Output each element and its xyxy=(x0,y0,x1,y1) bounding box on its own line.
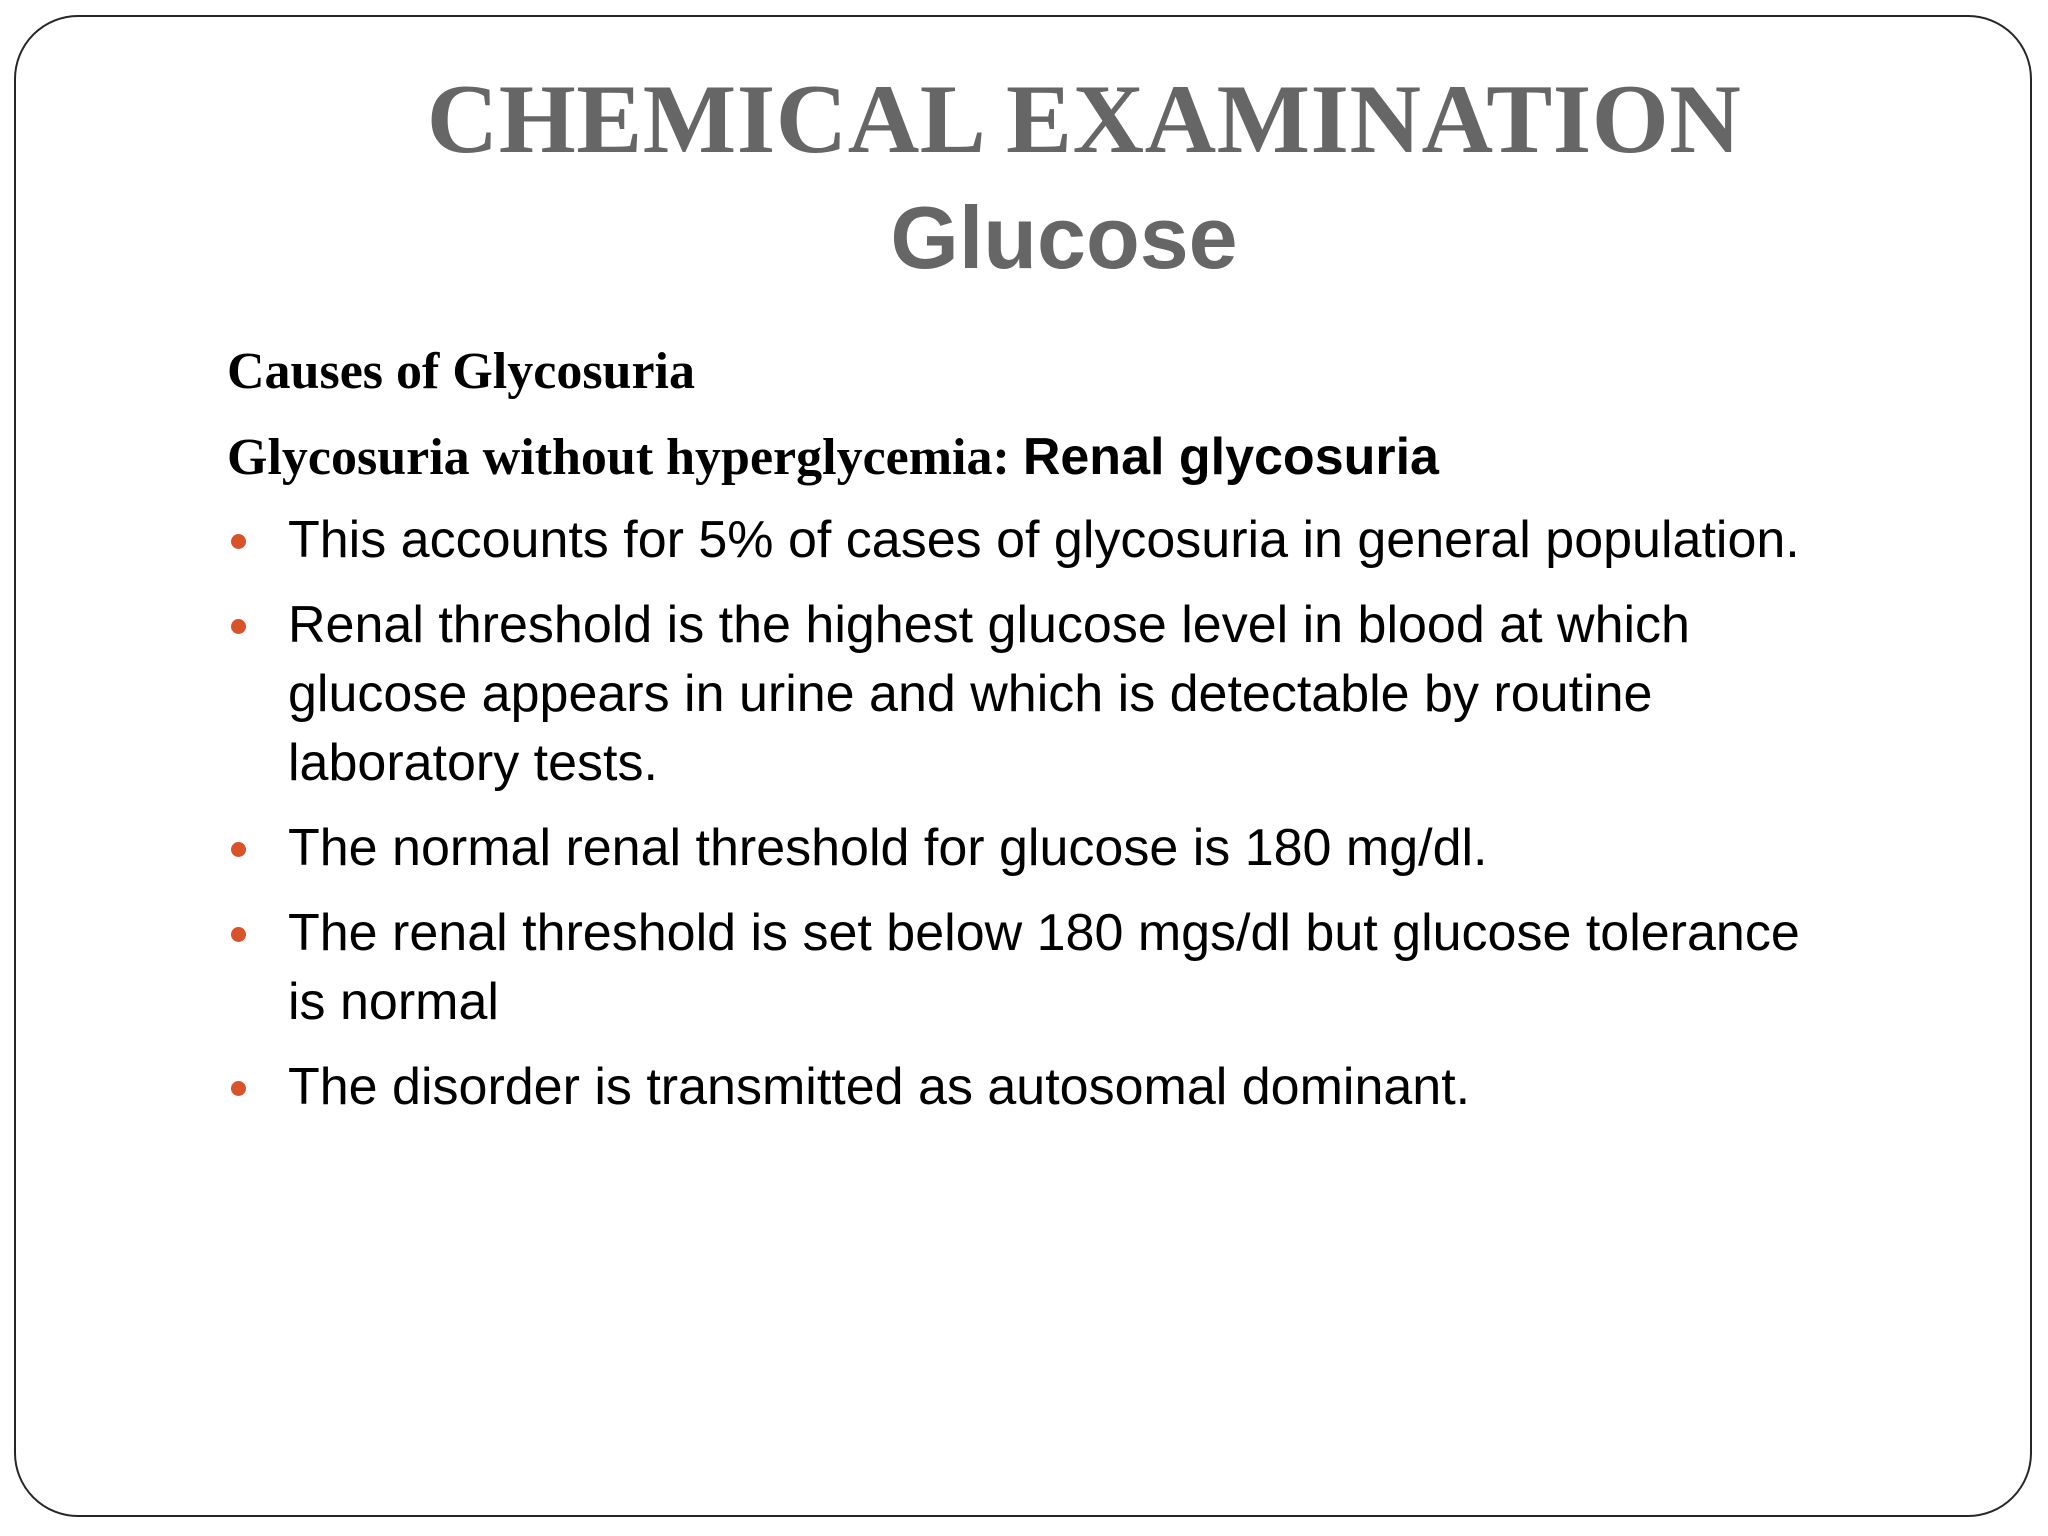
bullet-item xyxy=(227,591,1847,798)
bullet-dot-icon xyxy=(231,1081,246,1096)
subsection-heading xyxy=(227,423,1847,492)
bullet-item xyxy=(227,1053,1847,1122)
slide-title: CHEMICAL EXAMINATION xyxy=(426,65,1742,174)
bullet-text: Renal threshold is the highest glucose level in blood at which glucose appears in urine and which is detectable by routine laboratory tests. xyxy=(288,596,1690,792)
bullet-item xyxy=(227,814,1847,883)
slide-subtitle: Glucose xyxy=(890,188,1238,287)
bullet-text: The normal renal threshold for glucose is 180 mg/dl. xyxy=(288,819,1488,877)
bullet-item xyxy=(227,899,1847,1037)
bullet-dot-icon xyxy=(231,619,246,634)
bullet-text: This accounts for 5% of cases of glycosuria in general population. xyxy=(288,511,1800,569)
bullet-list xyxy=(227,506,1847,1122)
subsection-heading-label: Glycosuria without hyperglycemia: xyxy=(227,429,1010,486)
bullet-dot-icon xyxy=(231,927,246,942)
subsection-heading-topic: Renal glycosuria xyxy=(1022,428,1439,486)
bullet-item xyxy=(227,506,1847,575)
causes-heading: Causes of Glycosuria xyxy=(227,343,695,400)
bullet-dot-icon xyxy=(231,842,246,857)
bullet-text: The renal threshold is set below 180 mgs/dl but glucose tolerance is normal xyxy=(288,904,1800,1031)
bullet-dot-icon xyxy=(231,534,246,549)
slide-content xyxy=(227,338,1847,1138)
bullet-text: The disorder is transmitted as autosomal dominant. xyxy=(288,1058,1471,1116)
